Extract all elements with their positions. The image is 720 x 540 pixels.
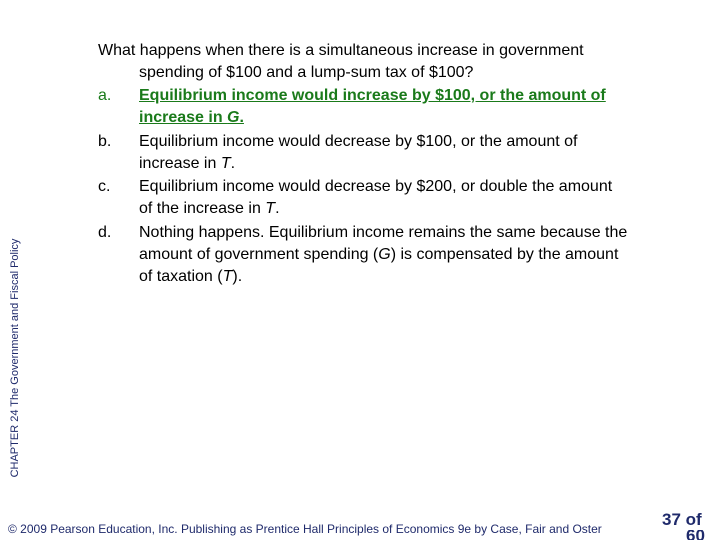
option-b[interactable]	[98, 131, 628, 175]
option-letter: b.	[98, 132, 112, 150]
option-text: Nothing happens. Equilibrium income remains the same because the amount of government spending (G) is compensated by the amount of taxation (T).	[139, 223, 628, 285]
page-number: 37 of	[662, 510, 702, 529]
option-a[interactable]	[98, 85, 628, 129]
option-letter: c.	[98, 178, 111, 195]
question-text: What happens when there is a simultaneous increase in government spending of $100 and a lump-sum tax of $100?	[98, 42, 584, 81]
option-text: Equilibrium income would decrease by $100, or the amount of increase in T.	[139, 132, 578, 172]
option-d[interactable]	[98, 222, 628, 288]
copyright-footer: © 2009 Pearson Education, Inc. Publishing as Prentice Hall Principles of Economics 9e by Case, Fair and Oster	[8, 522, 602, 536]
page-total-cut: 60	[686, 530, 705, 540]
option-letter: d.	[98, 223, 112, 241]
quiz-question	[98, 40, 628, 289]
chapter-side-label-text: CHAPTER 24 The Government and Fiscal Policy	[9, 238, 21, 478]
option-letter: a.	[98, 87, 112, 104]
chapter-side-label	[0, 0, 30, 490]
option-c[interactable]	[98, 176, 628, 220]
option-text: Equilibrium income would decrease by $200, or double the amount of the increase in T.	[139, 178, 613, 217]
option-text: Equilibrium income would increase by $100, or the amount of increase in G.	[139, 87, 606, 126]
